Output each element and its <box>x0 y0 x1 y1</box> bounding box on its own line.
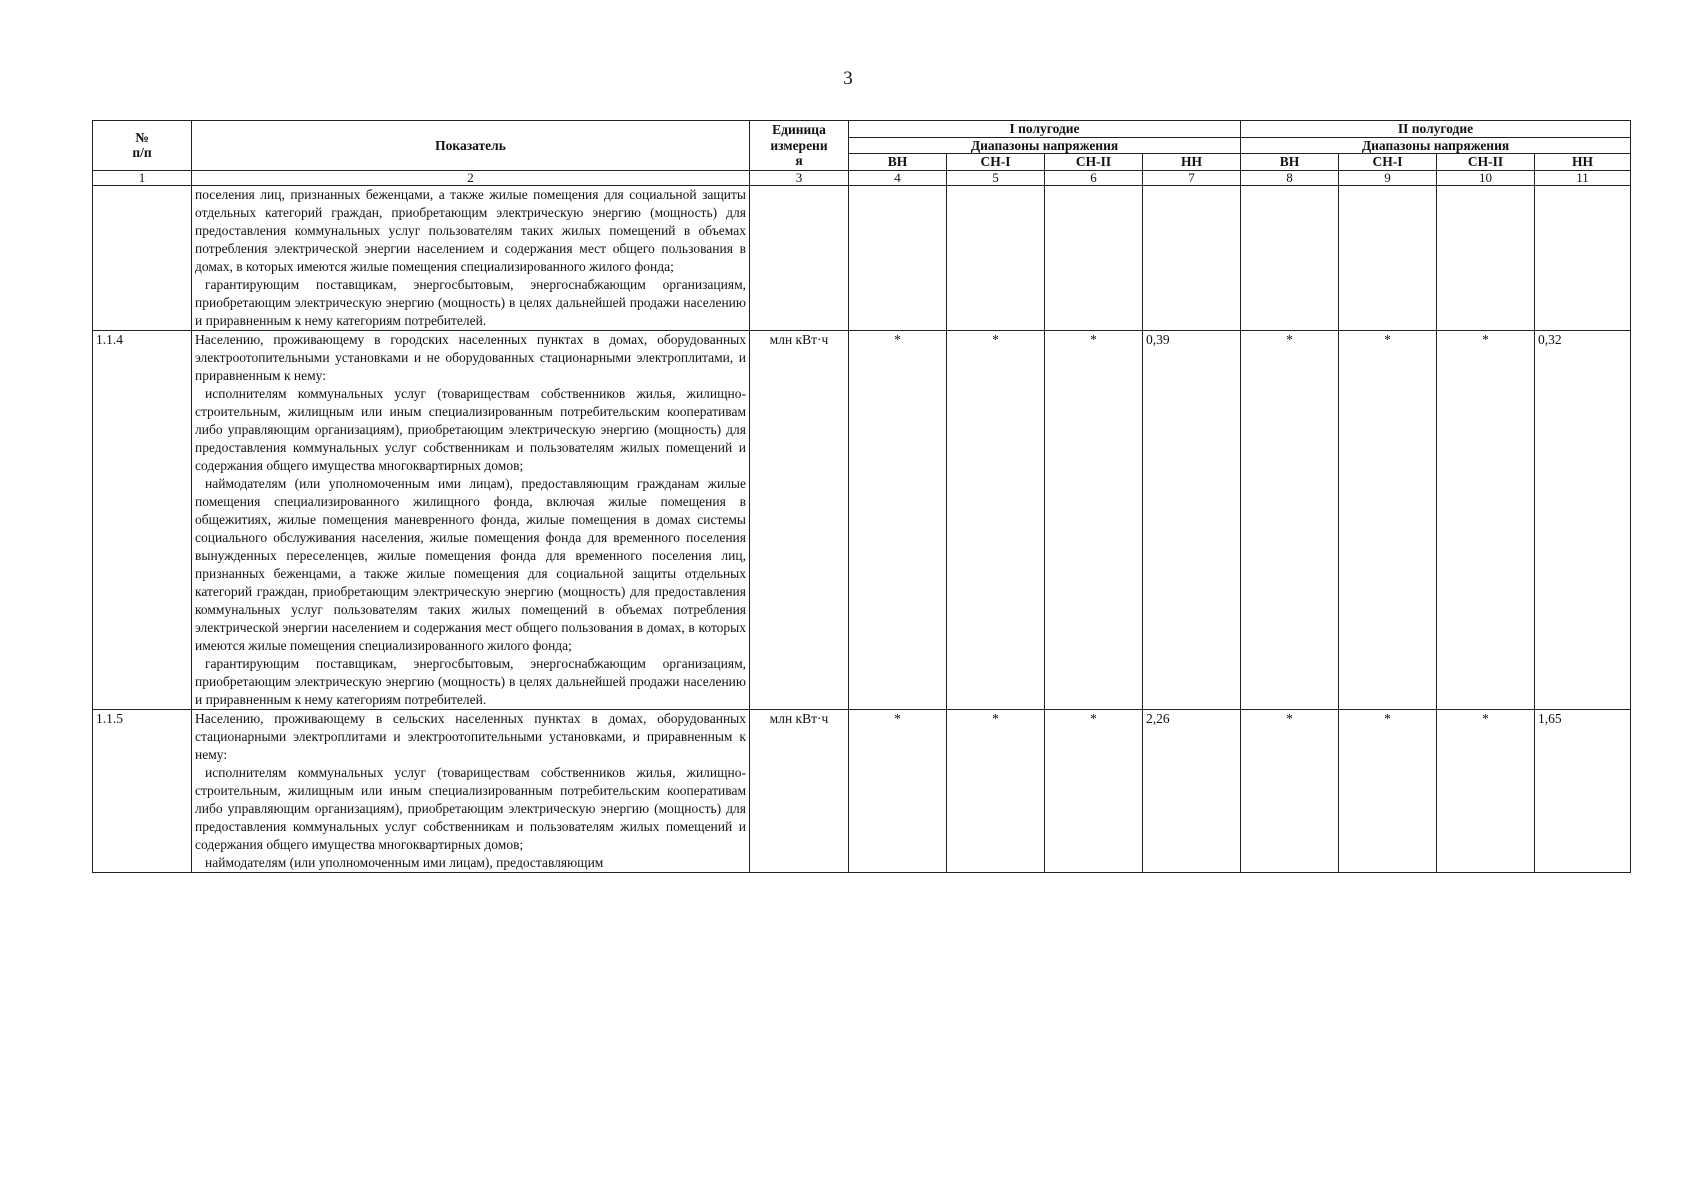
page-number: 3 <box>843 68 853 89</box>
row-value: * <box>1045 330 1143 709</box>
column-number: 4 <box>849 170 947 185</box>
table-body <box>93 185 1631 872</box>
header-half-2: II полугодие <box>1241 121 1631 138</box>
description-paragraph: наймодателям (или уполномоченным ими лицам), предоставляющим <box>205 854 604 870</box>
header-voltage-sn2: СН-II <box>1437 154 1535 171</box>
row-value <box>947 185 1045 330</box>
description-paragraph: поселения лиц, признанных беженцами, а также жилые помещения для социальной защиты отдельных категорий граждан, приобретающим электрическую энергию (мощность) для предоставления коммунальных услуг пользователям таких жилых помещений в объемах потребления электрической энергии населением и содержания мест общего пользования в домах, в которых имеются жилые помещения специализированного жилого фонда; <box>195 186 746 274</box>
row-value: * <box>947 709 1045 872</box>
description-paragraph: Населению, проживающему в городских населенных пунктах в домах, оборудованных электроотопительными установками и не оборудованных стационарными электроплитами, и приравненным к нему: <box>195 331 746 383</box>
row-value: * <box>1339 330 1437 709</box>
row-unit: млн кВт·ч <box>750 330 849 709</box>
column-number: 8 <box>1241 170 1339 185</box>
description-paragraph: Населению, проживающему в сельских населенных пунктах в домах, оборудованных стационарными электроплитами и электроотопительными установками, и приравненным к нему: <box>195 710 746 762</box>
row-number <box>93 185 192 330</box>
column-number: 7 <box>1143 170 1241 185</box>
row-description <box>192 709 750 872</box>
header-voltage-sn2: СН-II <box>1045 154 1143 171</box>
header-ranges-1: Диапазоны напряжения <box>849 137 1241 154</box>
header-voltage-sn1: СН-I <box>1339 154 1437 171</box>
row-value: * <box>1241 330 1339 709</box>
row-value: * <box>1437 709 1535 872</box>
row-value: * <box>1437 330 1535 709</box>
column-number: 10 <box>1437 170 1535 185</box>
row-value: * <box>1241 709 1339 872</box>
description-paragraph: наймодателям (или уполномоченным ими лицам), предоставляющим гражданам жилые помещения специализированного жилищного фонда, включая жилые помещения в общежитиях, жилые помещения маневренного фонда, жилые помещения в домах системы социального обслуживания населения, жилые помещения фонда для временного поселения вынужденных переселенцев, жилые помещения фонда для временного поселения лиц, признанных беженцами, а также жилые помещения для социальной защиты отдельных категорий граждан, приобретающим электрическую энергию (мощность) для предоставления коммунальных услуг пользователям таких жилых помещений в объемах потребления электрической энергии населением и содержания мест общего пользования в домах, в которых имеются жилые помещения специализированного жилого фонда; <box>195 475 746 653</box>
row-value <box>1339 185 1437 330</box>
row-value: 1,65 <box>1535 709 1631 872</box>
header-voltage-vn: ВН <box>1241 154 1339 171</box>
column-number: 5 <box>947 170 1045 185</box>
table-row <box>93 709 1631 872</box>
header-voltage-sn1: СН-I <box>947 154 1045 171</box>
description-paragraph: исполнителям коммунальных услуг (товариществам собственников жилья, жилищно-строительным, жилищным или иным специализированным потребительским кооперативам либо управляющим организациям), приобретающим электрическую энергию (мощность) для предоставления коммунальных услуг собственникам и пользователям жилых помещений и содержания общего имущества многоквартирных домов; <box>195 764 746 852</box>
row-number: 1.1.5 <box>93 709 192 872</box>
header-voltage-vn: ВН <box>849 154 947 171</box>
column-number: 6 <box>1045 170 1143 185</box>
row-value: 2,26 <box>1143 709 1241 872</box>
row-value <box>849 185 947 330</box>
table-row <box>93 330 1631 709</box>
header-unit: Единица измерени я <box>750 121 849 171</box>
row-value <box>1045 185 1143 330</box>
row-value: * <box>849 709 947 872</box>
row-value: * <box>1339 709 1437 872</box>
column-number: 9 <box>1339 170 1437 185</box>
header-ranges-2: Диапазоны напряжения <box>1241 137 1631 154</box>
row-value <box>1143 185 1241 330</box>
description-paragraph: гарантирующим поставщикам, энергосбытовым, энергоснабжающим организациям, приобретающим электрическую энергию (мощность) в целях дальнейшей продажи населению и приравненным к нему категориям потребителей. <box>195 276 746 328</box>
column-number-row <box>93 170 1631 185</box>
row-number: 1.1.4 <box>93 330 192 709</box>
column-number: 2 <box>192 170 750 185</box>
column-number: 11 <box>1535 170 1631 185</box>
table-row <box>93 185 1631 330</box>
row-value: 0,32 <box>1535 330 1631 709</box>
row-description <box>192 185 750 330</box>
row-description <box>192 330 750 709</box>
description-paragraph: исполнителям коммунальных услуг (товариществам собственников жилья, жилищно-строительным, жилищным или иным специализированным потребительским кооперативам либо управляющим организациям), приобретающим электрическую энергию (мощность) для предоставления коммунальных услуг собственникам и пользователям жилых помещений и содержания общего имущества многоквартирных домов; <box>195 385 746 473</box>
row-unit <box>750 185 849 330</box>
table-header <box>93 121 1631 186</box>
column-number: 3 <box>750 170 849 185</box>
row-value <box>1437 185 1535 330</box>
row-value: 0,39 <box>1143 330 1241 709</box>
description-paragraph: гарантирующим поставщикам, энергосбытовым, энергоснабжающим организациям, приобретающим электрическую энергию (мощность) в целях дальнейшей продажи населению и приравненным к нему категориям потребителей. <box>195 655 746 707</box>
row-value: * <box>947 330 1045 709</box>
row-value <box>1535 185 1631 330</box>
header-voltage-nn: НН <box>1143 154 1241 171</box>
header-indicator: Показатель <box>192 121 750 171</box>
header-number: № п/п <box>93 121 192 171</box>
row-value <box>1241 185 1339 330</box>
row-value: * <box>849 330 947 709</box>
header-half-1: I полугодие <box>849 121 1241 138</box>
column-number: 1 <box>93 170 192 185</box>
row-unit: млн кВт·ч <box>750 709 849 872</box>
tariff-table <box>92 120 1631 873</box>
header-voltage-nn: НН <box>1535 154 1631 171</box>
row-value: * <box>1045 709 1143 872</box>
